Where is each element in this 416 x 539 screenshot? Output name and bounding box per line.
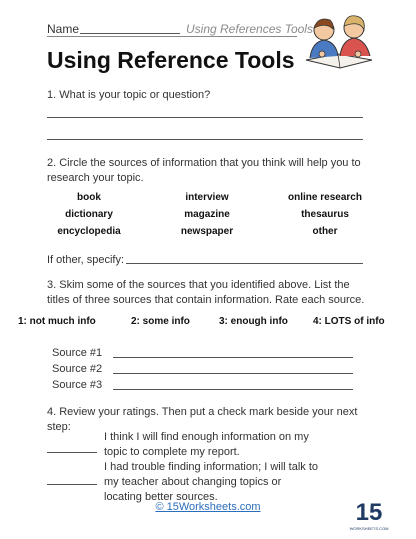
source-option[interactable]: interview — [185, 192, 229, 203]
kids-reading-illustration — [300, 10, 380, 72]
source-option[interactable]: magazine — [184, 209, 230, 220]
source-option[interactable]: dictionary — [65, 209, 113, 220]
source-option[interactable]: encyclopedia — [57, 226, 121, 237]
source-label: Source #2 — [52, 363, 103, 375]
question-4: 4. Review your ratings. Then put a check mark beside your next step: — [47, 406, 358, 433]
question-2: 2. Circle the sources of information that you think will help you to research your topic. — [47, 157, 361, 184]
source-line[interactable] — [113, 373, 353, 374]
name-line[interactable] — [80, 33, 180, 34]
worksheet-header-title: Using References Tools — [186, 22, 313, 36]
page-title: Using Reference Tools — [47, 47, 295, 73]
rating-1: 1: not much info — [18, 316, 96, 327]
other-label: If other, specify: — [47, 254, 125, 266]
source-option[interactable]: other — [312, 226, 338, 237]
source-label: Source #1 — [52, 347, 103, 359]
next-step-option: I had trouble finding information; I will talk to my teacher about changing topics or locating better sources. — [104, 461, 319, 503]
question-3: 3. Skim some of the sources that you identified above. List the titles of three sources that contain information. Rate each source. — [47, 279, 365, 306]
rating-2: 2: some info — [131, 316, 190, 327]
checkmark-line[interactable] — [47, 484, 97, 485]
answer-line-1[interactable] — [47, 117, 363, 118]
source-label: Source #3 — [52, 379, 103, 391]
checkmark-line[interactable] — [47, 452, 97, 453]
answer-line-2[interactable] — [47, 139, 363, 140]
source-option[interactable]: book — [77, 192, 101, 203]
other-specify-line[interactable] — [126, 263, 363, 264]
source-option[interactable]: online research — [288, 192, 362, 203]
source-line[interactable] — [113, 389, 353, 390]
source-option[interactable]: newspaper — [180, 226, 234, 237]
question-1: 1. What is your topic or question? — [47, 89, 211, 101]
source-option[interactable]: thesaurus — [301, 209, 349, 220]
next-step-option: I think I will find enough information on my topic to complete my report. — [104, 431, 309, 458]
rating-3: 3: enough info — [219, 316, 288, 327]
logo-caption: WORKSHEETS.COM — [349, 526, 389, 531]
copyright-link[interactable]: © 15Worksheets.com — [155, 501, 261, 513]
header-rule — [47, 36, 297, 37]
source-line[interactable] — [113, 357, 353, 358]
name-label: Name — [47, 22, 80, 36]
rating-4: 4: LOTS of info — [313, 316, 385, 327]
worksheets-logo — [349, 494, 389, 534]
logo-number: 15 — [355, 499, 383, 526]
